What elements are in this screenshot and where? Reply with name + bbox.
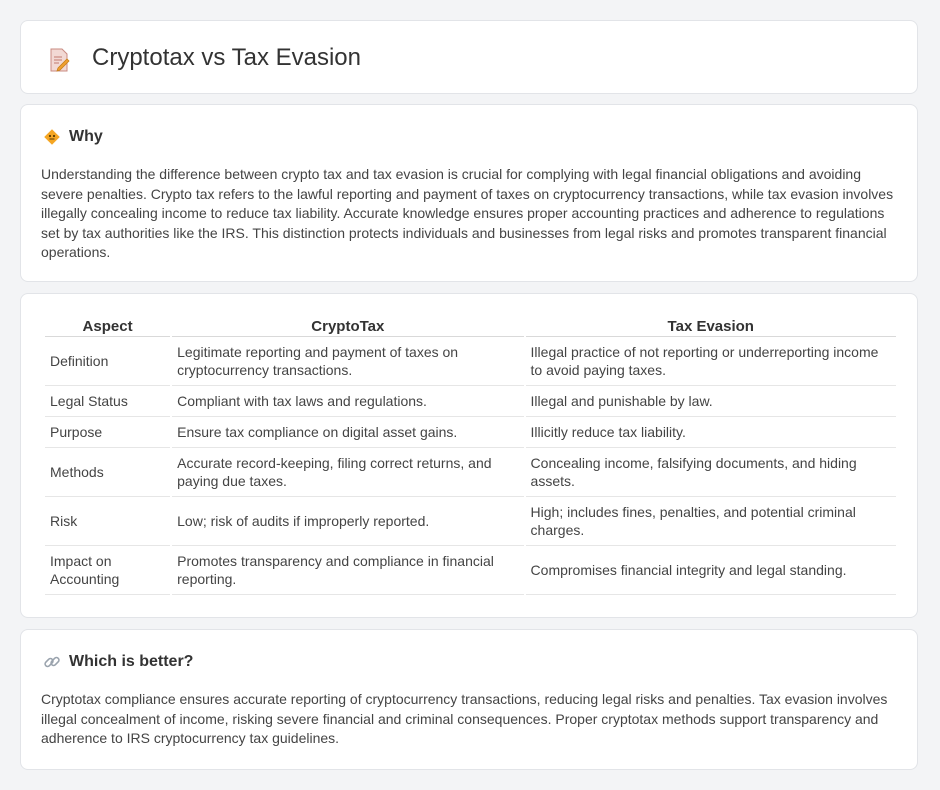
comparison-section: [20, 293, 918, 618]
table-cell: Legal Status: [45, 386, 170, 417]
table-cell: Ensure tax compliance on digital asset gains.: [172, 417, 523, 448]
table-cell: Concealing income, falsifying documents, and hiding assets.: [526, 448, 896, 497]
table-cell: High; includes fines, penalties, and potential criminal charges.: [526, 497, 896, 546]
table-cell: Illegal practice of not reporting or underreporting income to avoid paying taxes.: [526, 337, 896, 386]
table-cell: Compliant with tax laws and regulations.: [172, 386, 523, 417]
link-icon: [43, 653, 61, 671]
table-cell: Definition: [45, 337, 170, 386]
column-header: Aspect: [45, 316, 170, 337]
table-cell: Purpose: [45, 417, 170, 448]
comparison-table: [43, 316, 898, 595]
better-title: Which is better?: [69, 653, 194, 670]
table-cell: Impact on Accounting: [45, 546, 170, 595]
document-pencil-icon: [48, 48, 70, 72]
table-cell: Promotes transparency and compliance in financial reporting.: [172, 546, 523, 595]
column-header: CryptoTax: [172, 316, 523, 337]
column-header: Tax Evasion: [526, 316, 896, 337]
table-row: [45, 337, 896, 386]
why-title: Why: [69, 128, 103, 145]
better-paragraph: Cryptotax compliance ensures accurate reporting of cryptocurrency transactions, reducing legal risks and penalties. Tax evasion involves illegal concealment of income, risking severe financial and criminal consequences. Proper cryptotax methods support transparency and adherence to IRS cryptocurrency tax guidelines.: [41, 691, 888, 746]
table-row: [45, 448, 896, 497]
page-title: Cryptotax vs Tax Evasion: [92, 44, 362, 71]
why-paragraph: Understanding the difference between crypto tax and tax evasion is crucial for complying with legal financial obligations and avoiding severe penalties. Crypto tax refers to the lawful reporting and payment of taxes on cryptocurrency transactions, while tax evasion involves illegally concealing income to reduce tax liability. Accurate knowledge ensures proper accounting practices and adherence to regulations set by tax authorities like the IRS. This distinction protects individuals and businesses from legal risks and promotes transparent financial operations.: [41, 166, 894, 260]
table-cell: Legitimate reporting and payment of taxes on cryptocurrency transactions.: [172, 337, 523, 386]
diamond-sign-icon: [43, 128, 61, 146]
table-cell: Illicitly reduce tax liability.: [526, 417, 896, 448]
table-cell: Illegal and punishable by law.: [526, 386, 896, 417]
table-row: [45, 546, 896, 595]
table-cell: Accurate record-keeping, filing correct returns, and paying due taxes.: [172, 448, 523, 497]
why-heading: [43, 127, 103, 147]
table-cell: Compromises financial integrity and legal standing.: [526, 546, 896, 595]
which-is-better-section: [20, 629, 918, 770]
table-cell: Methods: [45, 448, 170, 497]
table-cell: Risk: [45, 497, 170, 546]
table-cell: Low; risk of audits if improperly reported.: [172, 497, 523, 546]
better-heading: [43, 652, 193, 672]
why-section: [20, 104, 918, 282]
table-row: [45, 386, 896, 417]
table-row: [45, 417, 896, 448]
table-row: [45, 497, 896, 546]
header-card: [20, 20, 918, 94]
table-header-row: [45, 316, 896, 337]
